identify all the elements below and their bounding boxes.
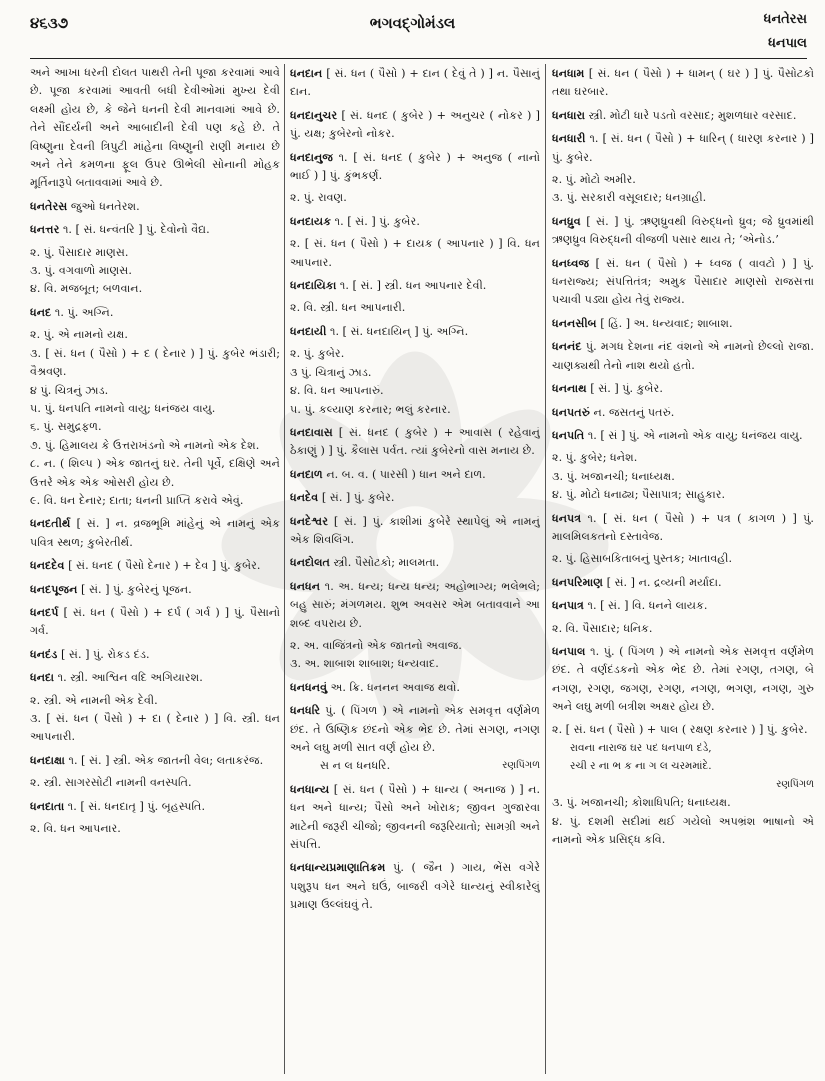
guide-word-top: ધનતેરસ <box>763 12 807 27</box>
dictionary-entry <box>552 596 814 615</box>
sense-line: ૬. પું. સમુદ્રફળ. <box>30 420 102 434</box>
definition: ૧. પું. ( પિંગળ ) એ નામનો એક સમવૃત્ત વર્ણમેળ છંદ. તે વર્ણદંડકનો એક ભેદ છે. તેમાં રગણ, તગણ, બે નગણ, રગણ, જગણ, રગણ, નગણ, ભગણ, નગણ, ગુરુ અને લઘુ મળી બત્રીશ અક્ષર હોય છે. <box>552 644 814 714</box>
definition: [ સં. ] પું. કાશીમાં કુબેરે સ્થાપેલું એ નામનું એક શિવલિંગ. <box>290 514 540 546</box>
dictionary-entry <box>552 129 814 167</box>
example-source: રણપિંગળ <box>776 778 814 790</box>
headword: ધનદાતા <box>30 798 65 813</box>
dictionary-entry <box>290 276 540 295</box>
dictionary-entry <box>30 751 280 770</box>
entries-area <box>30 64 820 1076</box>
headword: ધનધ્વજ <box>552 255 590 270</box>
definition: [ સં. ધન ( પૈસો ) + ધ્વજ ( વાવટો ) ] પું. ધનરાજ્ય; સંપત્તિતંત્ર; અમુક પૈસાદાર માણસો રાજસત્તા પચાવી પડ્યા હોય તેવું રાજ્ય. <box>552 256 814 307</box>
headword: ધનદાયી <box>290 323 327 338</box>
headword: ધનધરિ <box>290 703 321 718</box>
dictionary-entry <box>30 303 280 322</box>
column-divider <box>284 64 285 1074</box>
dictionary-entry <box>290 148 540 186</box>
dictionary-entry <box>552 212 814 250</box>
headword: ધનદતીર્થ <box>30 516 71 531</box>
sense-line: ૩. પું. સરકારી વસૂલદાર; ધનગ્રાહી. <box>552 191 707 205</box>
dictionary-entry <box>290 423 540 461</box>
dictionary-entry <box>552 314 814 333</box>
headword: ધનદેશ્વર <box>290 513 328 528</box>
page-number: ૪૬૩૭ <box>30 14 69 32</box>
dictionary-entry <box>552 64 814 102</box>
sense-line: ૪. વિ. ધન આપનારું. <box>290 384 384 398</box>
sense-line: ૩. અ. શાબાશ શાબાશ; ધન્યવાદ. <box>290 657 439 671</box>
definition: ૧. સ્ત્રી. આશ્વિન વદિ અગિયારશ. <box>54 671 203 685</box>
continued-text: અને આખા ધરની દોલત પાથરી તેની પૂજા કરવામાં આવે છે. પૂજા કરવામાં આવતી બધી દેવીઓમાં મુખ્ય દેવી લક્ષ્મી હોય છે, કે જેને ધનની દેવી માનવામાં આવે છે. તેને સૌંદર્યની અને આબાદીની દેવી પણ કહે છે. તે વિષ્ણુના દેવની ત્રિપુટી માંહેના વિષ્ણુની રાણી મનાય છે અને તેને કમળના ફૂલ ઉપર ઊભેલી સોનાની મોહક મૂર્તિનારૂપે બતાવવામાં આવે છે. <box>30 66 280 190</box>
dictionary-entry <box>290 64 540 102</box>
sense-line: ૪. વિ. મજબૂત; બળવાન. <box>30 282 143 296</box>
headword: ધનદાન <box>290 66 323 80</box>
sense-line: ૨. પું. એ નામનો યક્ષ. <box>30 328 128 342</box>
headword: ધનદાવાસ <box>290 424 333 439</box>
sense-line: ૨. પું. મોટો અમીર. <box>552 173 636 187</box>
sense-line: ૨. વિ. સ્ત્રી. ધન આપનારી. <box>290 301 406 315</box>
dictionary-entry <box>290 678 540 697</box>
example-verse: રચી ર ના ભ ક ના ગ લ ચરમમાંદે. <box>570 760 712 773</box>
dictionary-entry <box>290 780 540 855</box>
headword: ધનત્તર <box>30 222 60 237</box>
definition: ૧. [ સં. ધન્વંતરિ ] પું. દેવોનો વૈદ્ય. <box>59 223 210 237</box>
dictionary-entry <box>30 556 280 575</box>
sense-line: ૪. પું. દશમી સદીમાં થઈ ગયેલો અપભ્રંશ ભાષાનો એ નામનો એક પ્રસિદ્ધ કવિ. <box>552 814 814 847</box>
sense-line: ૨. વિ. પૈસાદાર; ધનિક. <box>552 621 653 635</box>
sense-line: ૨. [ સં. ધન ( પૈસો ) + પાલ ( રક્ષણ કરનાર ) ] પું. કુબેર. <box>552 722 808 736</box>
definition: [ હિં. ] અ. ધન્યવાદ; શાબાશ. <box>596 316 733 330</box>
dictionary-entry <box>290 488 540 507</box>
definition: [ સં. ધન ( પૈસો ) + ધાન્ય ( અનાજ ) ] ન. ધન અને ધાન્ય; પૈસો અને ખોરાક; જીવન ગુજારવા માટેની જરૂરી ચીજો; જીવનની જરૂરિયાતો; સામગ્રી અને સંપત્તિ. <box>290 782 540 852</box>
dictionary-entry <box>30 668 280 687</box>
definition: [ સં. ધનદ ( કુબેર ) + આવાસ ( રહેવાનું ઠેકાણું ) ] પું. કૈલાસ પર્વત. ત્યાં કુબેરનો વાસ મનાય છે. <box>290 425 540 458</box>
dictionary-entry <box>552 403 814 422</box>
dictionary-entry <box>30 580 280 599</box>
headword: ધનદાક્ષા <box>30 752 65 767</box>
definition: પું. ( પિંગળ ) એ નામનો એક સમવૃત્ત વર્ણમેળ છંદ. તે ઉષ્ણિક છંદનો એક ભેદ છે. તેમાં સગણ, નગણ અને લઘુ મળી સાત વર્ણ હોય છે. <box>290 704 540 754</box>
sense-line: ૩ પું. ચિત્રાનું ઝાડ. <box>290 365 372 379</box>
dictionary-entry <box>30 220 280 239</box>
headword: ધનપાત્ર <box>552 598 584 613</box>
definition: જુઓ ધનતેરશ. <box>67 199 140 213</box>
definition: [ સં. ] પું. રોકડ દંડ. <box>57 647 150 661</box>
definition: ૧. [ સં. ] પું. કુબેર. <box>331 214 420 228</box>
dictionary-entry <box>552 426 814 445</box>
sense-line: ૫. પું. કલ્યાણ કરનાર; ભલું કરનાર. <box>290 402 451 416</box>
definition: ૧. અ. ધન્ય; ધન્ય ધન્ય; અહોભાગ્ય; ભલેભલે; બહુ સારું; મંગળમય. શુભ અવસર એમ બતાવવાને આ શબ્દ વપરાય છે. <box>290 579 540 630</box>
headword: ધનનંદ <box>552 339 582 354</box>
sense-line: ૮. ન. ( શિલ્પ ) એક જાતનું ઘર. તેની પૂર્વે, દક્ષિણે અને ઉત્તરે એક એક ઓસરી હોય છે. <box>30 457 280 489</box>
headword: ધનદાયિકા <box>290 278 337 293</box>
sense-line: ૩. પું. વગવાળો માણસ. <box>30 264 132 278</box>
definition: [ સં. ] ન. વ્રજભૂમિ માંહેનું એ નામનું એક પવિત્ર સ્થળ; કુબેરતીર્થ. <box>30 517 280 549</box>
definition: [ સં. ] પું. કુબેર. <box>318 491 395 505</box>
dictionary-entry <box>290 106 540 144</box>
headword: ધનપતિ <box>552 427 585 442</box>
definition: [ સં. ધન ( પૈસો ) + ધામન્ ( ઘર ) ] પું. પૈસોટકો તથા ઘરબાર. <box>552 67 814 99</box>
dictionary-entry <box>290 322 540 341</box>
sense-line: ૨. સ્ત્રી. એ નામની એક દેવી. <box>30 693 158 707</box>
dictionary-entry <box>290 212 540 231</box>
definition: પું. ( જૈન ) ગાય, ભેંસ વગેરે પશુરૂપ ધન અને ઘઉં, બાજરી વગેરે ધાન્યનું સ્વીકારેલું પ્રમાણ ઉલ્લંઘવું તે. <box>290 861 540 912</box>
dictionary-entry <box>290 553 540 572</box>
sense-line: ૪. પું. મોટો ધનાઢ્ય; પૈસાપાત્ર; સાહુકાર. <box>552 488 726 502</box>
definition: ૧. [ સં. ધન ( પૈસો ) + ધારિન્ ( ધારણ કરનાર ) ] પું. કુબેર. <box>552 132 814 164</box>
headword: ધનધ્રુવ <box>552 213 581 228</box>
headword: ધનધનવું <box>290 679 328 694</box>
dictionary-entry <box>290 577 540 633</box>
definition: ૧. [ સં. ] સ્ત્રી. એક જાતની વેલ; લતાકરંજ. <box>64 753 264 767</box>
dictionary-entry <box>30 797 280 816</box>
headword: ધનદાળ <box>290 466 323 481</box>
sense-line: ૫. પું. ધનપતિ નામનો વાયુ; ધનંજય વાયુ. <box>30 401 216 415</box>
headword: ધનપત્ર <box>552 510 582 525</box>
sense-line: ૩. [ સં. ધન ( પૈસો ) + દા ( દેનાર ) ] વિ. સ્ત્રી. ધન આપનારી. <box>30 712 280 744</box>
headword: ધનનસીબ <box>552 315 597 330</box>
dictionary-entry <box>290 512 540 550</box>
headword: ધનધાન્ય <box>290 781 330 796</box>
dictionary-entry <box>552 573 814 592</box>
sense-line: ૪ પું. ચિત્રનું ઝાડ. <box>30 383 109 397</box>
header-rule <box>30 58 807 59</box>
sense-line: ૨. પું. પૈસાદાર માણસ. <box>30 245 129 259</box>
example-verse: રાવના નારાજ ઘર પદ ધનપાળ દંડે, <box>570 742 712 754</box>
dictionary-entry <box>552 642 814 717</box>
dictionary-entry <box>30 603 280 641</box>
definition: ૧. [ સં. ધનદાતૃ ] પું. બૃહસ્પતિ. <box>64 799 205 813</box>
column-divider <box>545 64 546 1074</box>
example-line <box>290 757 540 775</box>
headword: ધનધારા <box>552 107 586 122</box>
headword: ધનનાથ <box>552 381 587 396</box>
definition: [ સં. ] પું. કુબેરનું પૂજન. <box>77 582 192 596</box>
page-header <box>0 0 825 58</box>
column-right <box>552 64 814 1076</box>
definition: [ સં. ધનદ ( કુબેર ) + અનુચર ( નોકર ) ] પું. યક્ષ; કુબેરનો નોકર. <box>290 108 540 141</box>
headword: ધનધામ <box>552 66 585 80</box>
definition: ૧. પું. અગ્નિ. <box>51 305 114 319</box>
dictionary-entry <box>290 858 540 914</box>
dictionary-entry <box>552 106 814 125</box>
headword: ધનદોલત <box>290 555 330 570</box>
sense-line: ૩. પું. ખજાનચી; કોશાધિપતિ; ધનાધ્યક્ષ. <box>552 796 731 810</box>
definition: ૧. [ સં ] પું. એ નામનો એક વાયુ; ધનંજય વાયુ. <box>584 428 803 442</box>
definition: ન. બ. વ. ( પારસી ) ધાન અને દાળ. <box>322 467 486 481</box>
sense-line: ૨. પું. રાવણ. <box>290 191 347 205</box>
definition: ન. જસતનું પતરું. <box>589 405 675 419</box>
dictionary-entry <box>552 337 814 375</box>
sense-line: ૭. પું. હિમાલય કે ઉત્તરાખંડનો એ નામનો એક દેશ. <box>30 438 260 452</box>
headword: ધનદર્પ <box>30 604 59 619</box>
definition: [ સં. ધનદ ( પૈસો દેનાર ) + દેવ ] પું. કુબેર. <box>64 559 261 573</box>
headword: ધનદંડ <box>30 646 58 661</box>
column-left <box>30 64 280 1076</box>
sense-line: ૨. વિ. ધન આપનાર. <box>30 822 121 836</box>
headword: ધનધન <box>290 578 321 593</box>
headword: ધનદાનુજ <box>290 149 333 164</box>
headword: ધનદ <box>30 304 52 319</box>
headword: ધનદેવ <box>290 490 319 505</box>
sense-line: ૩. પું. ખજાનચી; ધનાધ્યક્ષ. <box>552 469 675 483</box>
sense-line: ૨. સ્ત્રી. સાગરસોટી નામની વનસ્પતિ. <box>30 776 192 790</box>
dictionary-entry <box>290 701 540 757</box>
dictionary-entry <box>552 509 814 547</box>
headword: ધનદા <box>30 670 55 685</box>
definition: ૧. [ સં. ] વિ. ધનને લાયક. <box>583 599 708 613</box>
definition: [ સં. ધન ( પૈસો ) + દાન ( દેવું તે ) ] ન. પૈસાનું દાન. <box>290 67 540 99</box>
column-middle <box>290 64 540 1076</box>
definition: પું. મગધ દેશના નંદ વંશનો એ નામનો છેલ્લો રાજા. ચાણક્યથી તેનો નાશ થયો હતો. <box>552 340 814 372</box>
headword: ધનદાયક <box>290 213 332 228</box>
definition: [ સં. ] પું. કુબેર. <box>586 382 663 396</box>
example-source: રણપિંગળ <box>502 760 540 772</box>
example-verse: સ ન લ ધનધરિ. <box>320 759 391 773</box>
sense-line: ૯. વિ. ધન દેનાર; દાતા; ધનની પ્રાપ્તિ કરાવે એવું. <box>30 493 244 507</box>
definition: ૧. [ સં. ] સ્ત્રી. ધન આપનાર દેવી. <box>336 279 487 293</box>
headword: ધનદપૂજન <box>30 581 78 596</box>
sense-line: ૨. પું. કુબેર; ધનેશ. <box>552 451 638 465</box>
headword: ધનતેરસ <box>30 198 68 213</box>
definition: ૧. [ સં. ધનદાયિન્ ] પું. અગ્નિ. <box>326 324 469 338</box>
dictionary-entry <box>30 197 280 216</box>
dictionary-entry <box>552 254 814 310</box>
dictionary-entry <box>30 514 280 552</box>
sense-line: ૩. [ સં. ધન ( પૈસો ) + દ ( દેનાર ) ] પું. કુબેર ભંડારી; વૈશ્રવણ. <box>30 346 280 379</box>
definition: સ્ત્રી. મોટી ધારે પડતો વરસાદ; મુશળધાર વરસાદ. <box>585 108 797 122</box>
dictionary-entry <box>552 379 814 398</box>
headword: ધનધારી <box>552 131 586 146</box>
sense-line: ૨. પું. હિસાબકિતાબનું પુસ્તક; ખાતાવહી. <box>552 552 732 566</box>
dictionary-entry <box>290 465 540 484</box>
headword: ધનપાલ <box>552 643 586 658</box>
sense-line: ૨. પું. કુબેર. <box>290 347 345 361</box>
headword: ધનપતરું <box>552 404 590 419</box>
definition: ૧. [ સં. ધનદ ( કુબેર ) + અનુજ ( નાનો ભાઈ ) ] પું. કુંભકર્ણ. <box>290 150 540 183</box>
definition: [ સં. ] ન. દ્રવ્યની મર્યાદા. <box>603 575 722 589</box>
headword: ધનપરિમાણ <box>552 574 604 589</box>
sense-line: ૨. [ સં. ધન ( પૈસો ) + દાયક ( આપનાર ) ] વિ. ધન આપનાર. <box>290 237 540 269</box>
definition: [ સં. ધન ( પૈસો ) + દર્પ ( ગર્વ ) ] પું. પૈસાનો ગર્વ. <box>30 605 280 638</box>
guide-word-bottom: ધનપાલ <box>768 36 807 51</box>
dictionary-entry <box>30 645 280 664</box>
headword: ધનદદેવ <box>30 558 65 573</box>
book-title: ભગવદ્ગોમંડલ <box>369 14 456 32</box>
definition: અ. ક્રિ. ધનનન અવાજ થવો. <box>327 680 460 694</box>
headword: ધનધાન્યપ્રમાણાતિક્રમ <box>290 860 386 875</box>
headword: ધનદાનુચર <box>290 107 338 122</box>
definition: સ્ત્રી. પૈસોટકો; માલમતા. <box>329 556 440 570</box>
definition: ૧. [ સં. ધન ( પૈસો ) + પત્ર ( કાગળ ) ] પું. માલમિલકતનો દસ્તાવેજ. <box>552 511 814 543</box>
sense-line: ૨. અ. વાજિંત્રનો એક જાતનો અવાજ. <box>290 638 462 652</box>
definition: [ સં. ] પું. ઋણધ્રુવથી વિરુદ્ધનો ધ્રુવ; જે ધ્રુવમાંથી ઋણધ્રુવ વિરુદ્ધની વીજળી પસાર થાય તે; ‘એનોડ.’ <box>552 214 814 247</box>
